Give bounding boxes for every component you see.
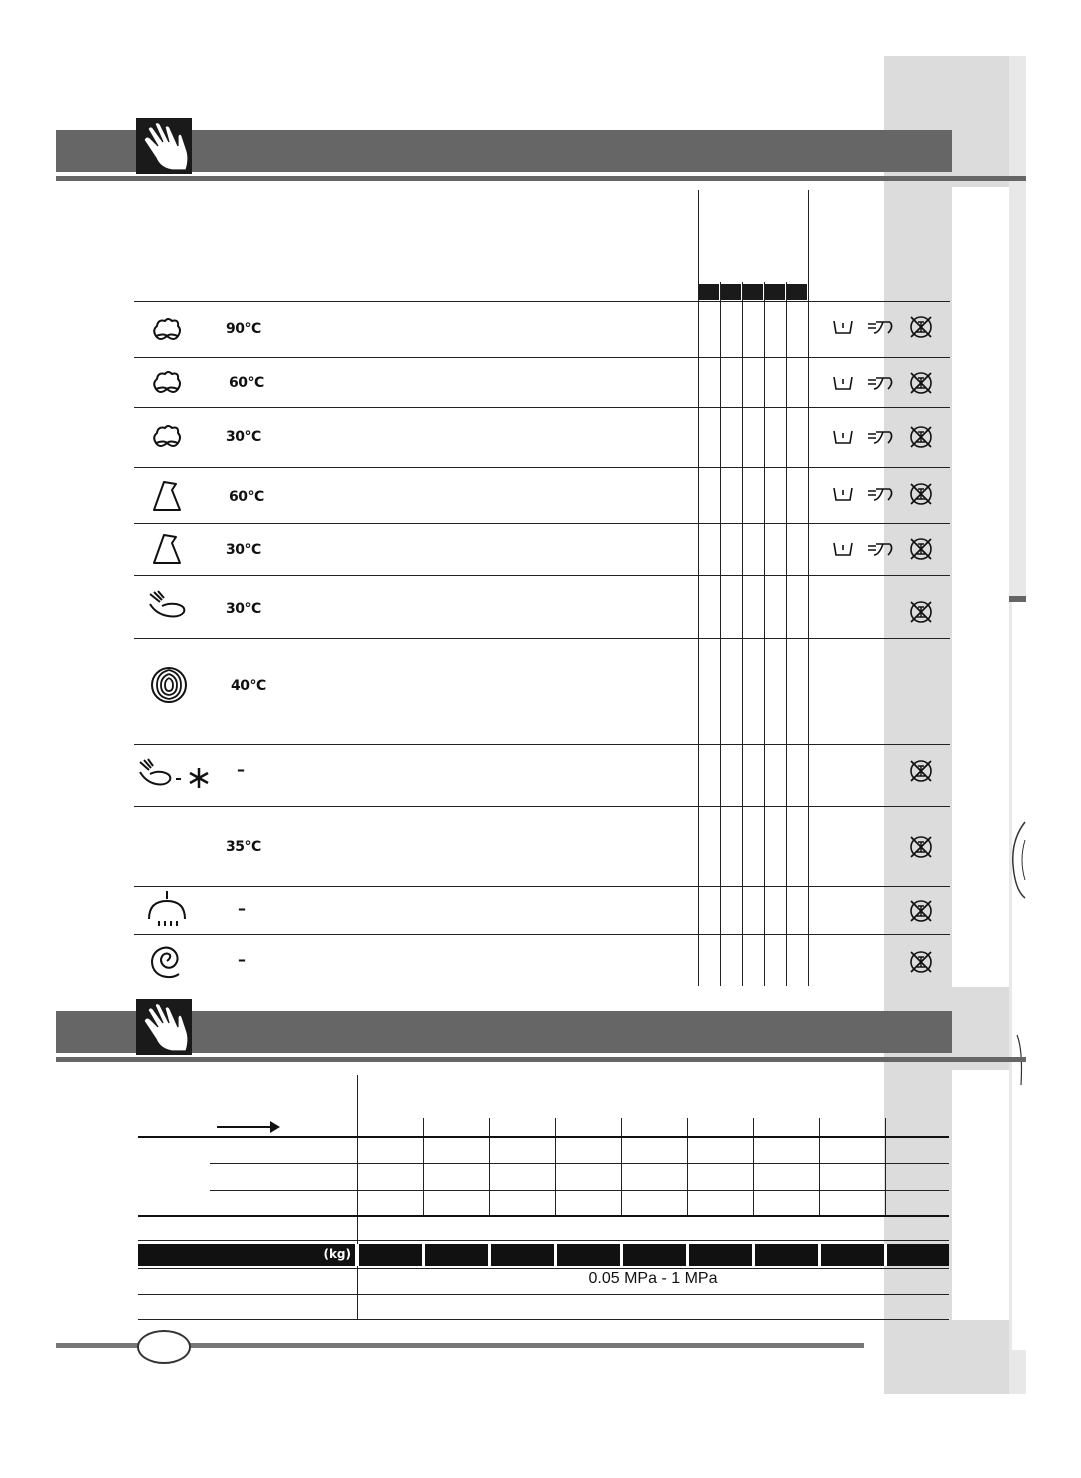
grid-line	[764, 282, 765, 986]
row-divider	[138, 1136, 949, 1138]
grid-line	[720, 282, 721, 986]
softener-icon	[866, 317, 898, 337]
grid-line	[753, 1118, 754, 1216]
synthetic-icon	[150, 478, 184, 514]
softener-icon	[866, 427, 898, 447]
handwash-icon	[146, 590, 190, 626]
no-bleach-icon	[909, 315, 933, 339]
row-divider	[134, 523, 950, 524]
hand-icon	[136, 118, 192, 174]
capacity-unit: (kg)	[323, 1247, 351, 1261]
grid-line	[786, 282, 787, 986]
no-bleach-icon	[909, 537, 933, 561]
machine-door-sketch	[1009, 820, 1026, 900]
row-divider	[134, 886, 950, 887]
rinse-icon	[146, 889, 188, 929]
row-divider	[134, 407, 950, 408]
row-divider	[134, 744, 950, 745]
arrow-right-icon	[270, 1121, 280, 1133]
row-divider	[138, 1294, 949, 1295]
no-bleach-icon	[909, 425, 933, 449]
detergent-icon	[832, 539, 856, 559]
row-divider	[138, 1215, 949, 1217]
arrow-shaft	[217, 1126, 275, 1128]
program-temperature: 90°C	[226, 321, 261, 337]
row-divider	[138, 1268, 949, 1269]
column-marker	[699, 284, 719, 300]
row-divider	[134, 638, 950, 639]
row-divider	[134, 301, 950, 302]
program-temperature: –	[237, 760, 245, 779]
grid-line	[489, 1118, 490, 1216]
grid-line	[742, 282, 743, 986]
row-divider	[134, 806, 950, 807]
no-bleach-icon	[909, 950, 933, 974]
detergent-icon	[832, 484, 856, 504]
column-marker	[721, 284, 741, 300]
row-divider	[134, 575, 950, 576]
row-divider	[138, 1240, 949, 1241]
row-divider	[134, 357, 950, 358]
section-header-rule	[56, 1057, 1026, 1062]
softener-icon	[866, 373, 898, 393]
cotton-icon	[150, 423, 184, 451]
capacity-row	[138, 1244, 949, 1266]
side-edge-mark	[1009, 596, 1026, 602]
row-divider	[138, 1319, 949, 1320]
detergent-icon	[832, 317, 856, 337]
grid-line	[808, 190, 809, 986]
program-temperature: 40°C	[231, 678, 266, 694]
wool-icon	[149, 665, 189, 705]
capacity-cell	[821, 1244, 884, 1266]
row-divider	[210, 1190, 949, 1191]
side-white-panel	[952, 1070, 1009, 1320]
row-divider	[134, 934, 950, 935]
synthetic-icon	[150, 531, 184, 567]
cotton-icon	[150, 316, 184, 344]
capacity-cell	[557, 1244, 620, 1266]
column-marker	[743, 284, 763, 300]
detergent-icon	[832, 373, 856, 393]
page-number-badge	[137, 1330, 191, 1364]
no-bleach-icon	[909, 600, 933, 624]
program-temperature: 35°C	[226, 839, 261, 855]
hand-icon	[136, 999, 192, 1055]
side-white-panel	[952, 187, 1009, 987]
capacity-cell	[689, 1244, 752, 1266]
program-temperature: 30°C	[226, 601, 261, 617]
no-bleach-icon	[909, 759, 933, 783]
water-pressure-value: 0.05 MPa - 1 MPa	[588, 1270, 718, 1287]
capacity-cell	[755, 1244, 818, 1266]
grid-line	[555, 1118, 556, 1216]
side-edge-white	[1012, 600, 1026, 1350]
program-temperature: –	[238, 950, 246, 969]
capacity-cell	[491, 1244, 554, 1266]
section-header-rule	[56, 176, 1026, 181]
grid-line	[885, 1118, 886, 1216]
softener-icon	[866, 484, 898, 504]
grid-line	[423, 1118, 424, 1216]
softener-icon	[866, 539, 898, 559]
capacity-cell	[425, 1244, 488, 1266]
capacity-label-cell	[138, 1244, 355, 1266]
program-temperature: 60°C	[229, 375, 264, 391]
grid-line	[819, 1118, 820, 1216]
grid-line	[698, 190, 699, 986]
row-divider	[210, 1163, 949, 1164]
no-bleach-icon	[909, 482, 933, 506]
cotton-icon	[150, 369, 184, 397]
program-temperature: –	[238, 899, 246, 918]
capacity-cell	[359, 1244, 422, 1266]
capacity-cell	[623, 1244, 686, 1266]
program-temperature: 30°C	[226, 542, 261, 558]
handwash-cold-icon	[136, 758, 212, 792]
no-bleach-icon	[909, 899, 933, 923]
no-bleach-icon	[909, 371, 933, 395]
program-temperature: 60°C	[229, 489, 264, 505]
grid-line	[687, 1118, 688, 1216]
grid-line	[621, 1118, 622, 1216]
row-divider	[134, 467, 950, 468]
no-bleach-icon	[909, 835, 933, 859]
capacity-cell	[887, 1244, 949, 1266]
column-marker	[787, 284, 807, 300]
program-temperature: 30°C	[226, 429, 261, 445]
spin-icon	[146, 942, 188, 980]
column-marker	[765, 284, 785, 300]
detergent-icon	[832, 427, 856, 447]
